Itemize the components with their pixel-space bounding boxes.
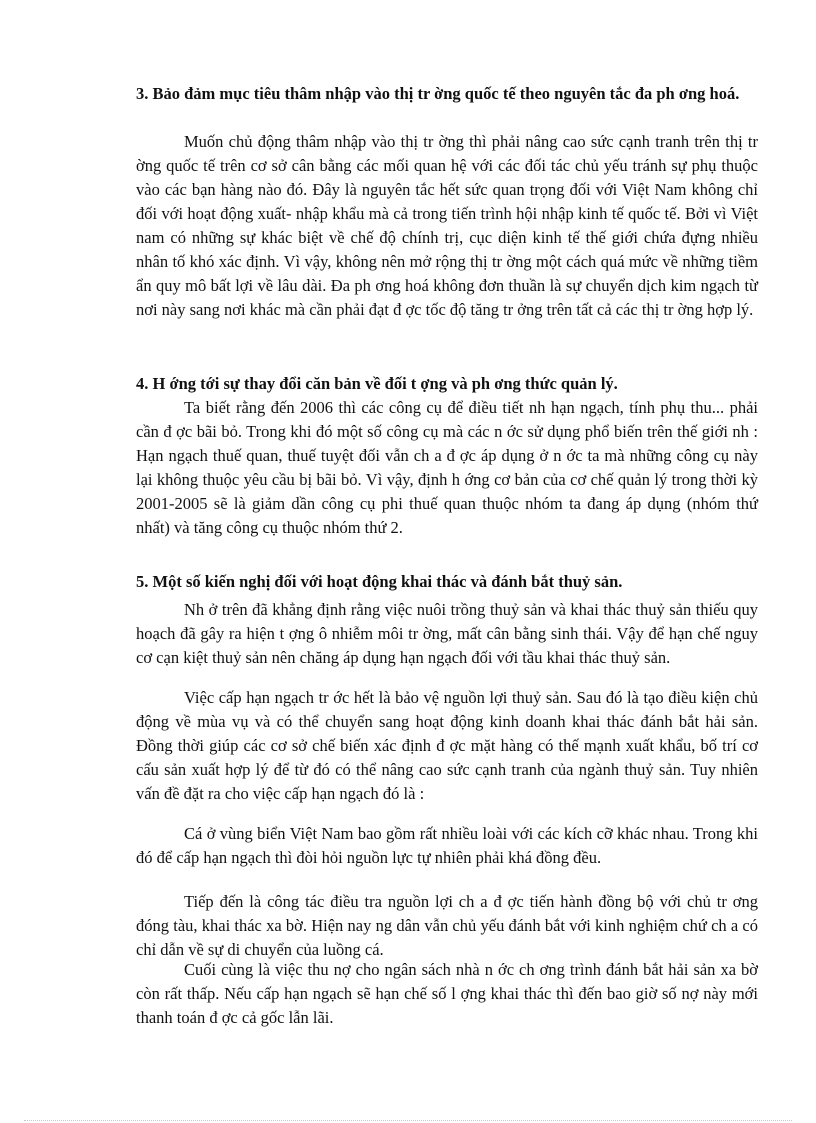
section-heading-4: 4. H ớng tới sự thay đổi căn bản về đối t ợng và ph ơng thức quản lý. (136, 374, 618, 393)
section-heading-3: 3. Bảo đảm mục tiêu thâm nhập vào thị tr ờng quốc tế theo nguyên tắc đa ph ơng hoá. (136, 84, 740, 103)
section-5-paragraph-3: Cá ở vùng biển Việt Nam bao gồm rất nhiều loài với các kích cỡ khác nhau. Trong khi đó để cấp hạn ngạch thì đòi hỏi nguồn lực tự nhiên phải khá đồng đều. (136, 824, 758, 867)
section-5-paragraph-5: Cuối cùng là việc thu nợ cho ngân sách nhà n ớc ch ơng trình đánh bắt hải sản xa bờ còn rất thấp. Nếu cấp hạn ngạch sẽ hạn chế số l ợng khai thác thì đến bao giờ số nợ này mới thanh toán đ ợc cả gốc lẫn lãi. (136, 960, 758, 1027)
section-5-paragraph-4: Tiếp đến là công tác điều tra nguồn lợi ch a đ ợc tiến hành đồng bộ với chủ tr ơng đóng tàu, khai thác xa bờ. Hiện nay ng dân vẫn chủ yếu đánh bắt với kinh nghiệm chứ ch a có chỉ dẫn về sự di chuyển của luồng cá. (136, 892, 758, 959)
section-3-paragraph: Muốn chủ động thâm nhập vào thị tr ờng thì phải nâng cao sức cạnh tranh trên thị tr ờng quốc tế trên cơ sở cân bằng các mối quan hệ với các đối tác chủ yếu tránh sự phụ thuộc vào các bạn hàng nào đó. Đây là nguyên tắc hết sức quan trọng đối với Việt Nam không chỉ đối với hoạt động xuất- nhập khẩu mà cả trong tiến trình hội nhập kinh tế quốc tế. Bởi vì Việt nam có những sự khác biệt về chế độ chính trị, cục diện kinh tế thế giới chứa đựng nhiều nhân tố khó xác định. Vì vậy, không nên mở rộng thị tr ờng một cách quá mức về những tiềm ẩn quy mô bất lợi về lâu dài. Đa ph ơng hoá không đơn thuần là sự chuyển dịch kim ngạch từ nơi này sang nơi khác mà cần phải đạt đ ợc tốc độ tăng tr ởng trên tất cả các thị tr ờng hợp lý. (136, 132, 758, 319)
section-heading-5: 5. Một số kiến nghị đối với hoạt động khai thác và đánh bắt thuỷ sản. (136, 572, 623, 591)
section-5-paragraph-2: Việc cấp hạn ngạch tr ớc hết là bảo vệ nguồn lợi thuỷ sản. Sau đó là tạo điều kiện chủ động về mùa vụ và có thể chuyển sang hoạt động kinh doanh khai thác đánh bắt hải sản. Đồng thời giúp các cơ sở chế biến xác định đ ợc mặt hàng có thế mạnh xuất khẩu, bố trí cơ cấu sản xuất hợp lý để từ đó có thể nâng cao sức cạnh tranh của ngành thuỷ sản. Tuy nhiên vấn đề đặt ra cho việc cấp hạn ngạch đó là : (136, 688, 758, 803)
page-bottom-divider (24, 1120, 792, 1121)
section-5-paragraph-1: Nh ở trên đã khẳng định rằng việc nuôi trồng thuỷ sản và khai thác thuỷ sản thiếu quy hoạch đã gây ra hiện t ợng ô nhiễm môi tr ờng, mất cân bằng sinh thái. Vậy để hạn chế nguy cơ cạn kiệt thuỷ sản nên chăng áp dụng hạn ngạch đối với tầu khai thác thuỷ sản. (136, 600, 758, 667)
section-4-paragraph: Ta biết rằng đến 2006 thì các công cụ để điều tiết nh hạn ngạch, tính phụ thu... phải cần đ ợc bãi bỏ. Trong khi đó một số công cụ mà các n ớc sử dụng phổ biến trên thế giới nh : Hạn ngạch thuế quan, thuế tuyệt đối vẫn ch a đ ợc áp dụng ở n ớc ta mà những công cụ này lại không thuộc yêu cầu bị bãi bỏ. Vì vậy, định h ớng cơ bản của cơ chế quản lý trong thời kỳ 2001-2005 sẽ là giảm dần công cụ phi thuế quan thuộc nhóm ta đang áp dụng (nhóm thứ nhất) và tăng công cụ thuộc nhóm thứ 2. (136, 398, 758, 537)
